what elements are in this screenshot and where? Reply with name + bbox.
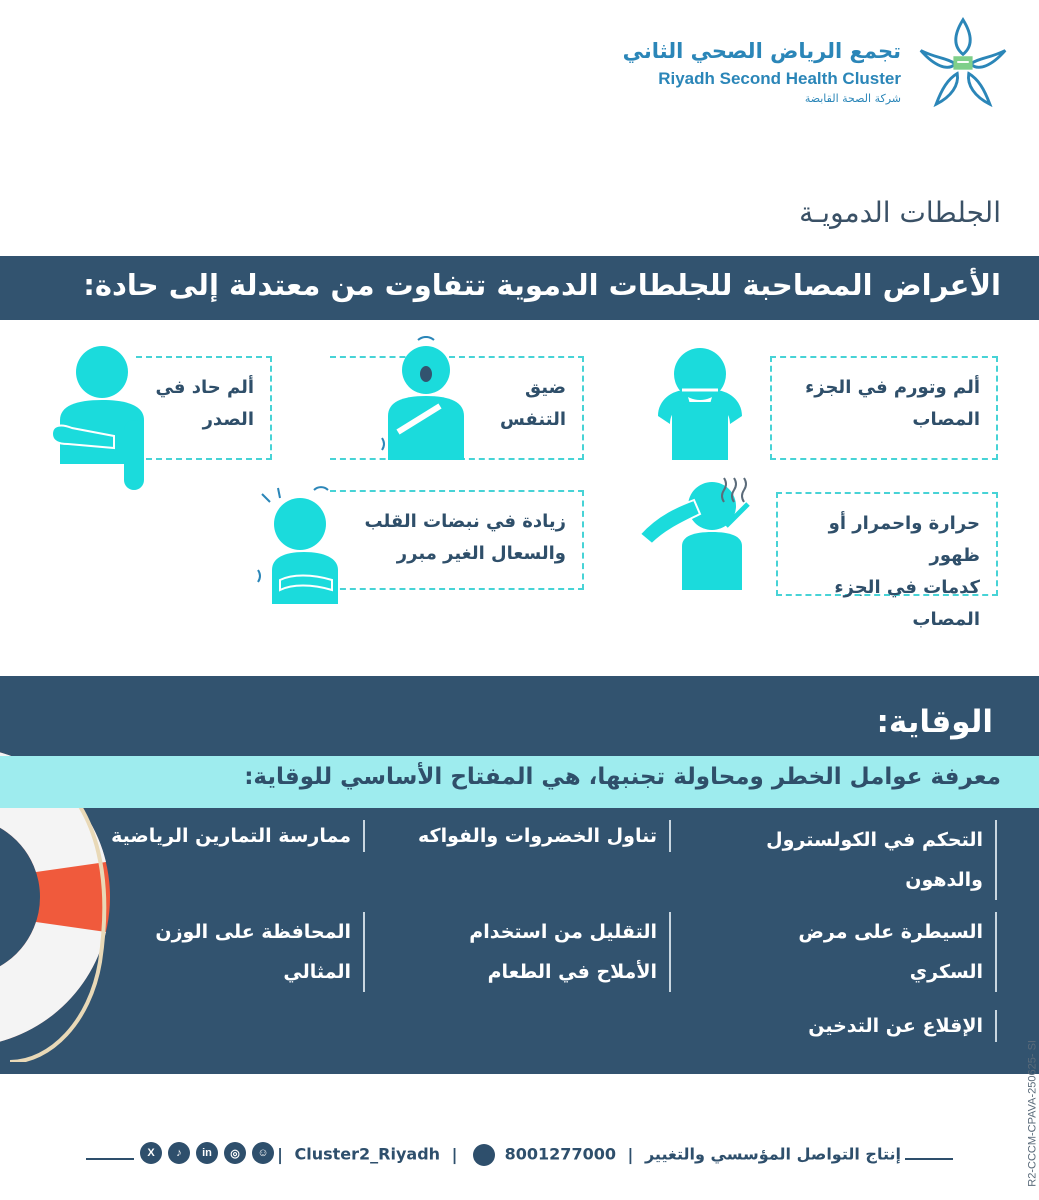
phone-icon[interactable] xyxy=(473,1144,495,1166)
footer-phone[interactable]: 8001277000 xyxy=(504,1144,616,1164)
symptom-line: ضيق xyxy=(525,377,566,398)
symptom-line: ألم حاد في xyxy=(155,377,254,398)
prevention-item-line: المثالي xyxy=(283,961,351,983)
prevention-item-line: الأملاح في الطعام xyxy=(487,961,657,983)
footer-divider xyxy=(86,1158,134,1160)
footer-separator: | xyxy=(277,1144,283,1164)
symptom-line: زيادة في نبضات القلب xyxy=(364,511,566,532)
brand-name-ar: تجمع الرياض الصحي الثاني xyxy=(622,39,901,63)
symptom-line: المصاب xyxy=(912,409,980,430)
footer xyxy=(0,1140,1039,1170)
symptom-box xyxy=(770,356,998,460)
prevention-subtitle: معرفة عوامل الخطر ومحاولة تجنبها، هي المفتاح الأساسي للوقاية: xyxy=(244,764,1001,790)
fever-icon xyxy=(638,470,758,590)
snapchat-icon[interactable]: ☺ xyxy=(252,1142,274,1164)
prevention-item-line: تناول الخضروات والفواكه xyxy=(418,825,657,847)
document-code: R2-CCCM-CPAVA-250625- SI xyxy=(1027,1040,1039,1187)
footer-credit: إنتاج التواصل المؤسسي والتغيير xyxy=(644,1144,901,1164)
prevention-item xyxy=(418,820,671,852)
throat-pain-icon xyxy=(652,346,748,460)
prevention-item-line: والدهون xyxy=(905,869,983,891)
chest-pain-icon xyxy=(48,344,152,490)
brand-block xyxy=(623,38,901,106)
shortness-of-breath-icon xyxy=(378,336,474,460)
prevention-item xyxy=(798,912,997,992)
prevention-item-line: السيطرة على مرض xyxy=(798,921,983,943)
prevention-item-line: التقليل من استخدام xyxy=(469,921,657,943)
footer-separator: | xyxy=(451,1144,458,1164)
symptom-line: الصدر xyxy=(202,409,254,430)
symptoms-heading-bar xyxy=(0,256,1039,320)
brand-name-en: Riyadh Second Health Cluster xyxy=(658,69,901,88)
prevention-item-line: ممارسة التمارين الرياضية xyxy=(111,825,351,847)
footer-text xyxy=(271,1144,901,1166)
instagram-icon[interactable]: ◎ xyxy=(224,1142,246,1164)
symptom-line: حرارة واحمرار أو ظهور xyxy=(828,513,980,566)
prevention-item-line: الإقلاع عن التدخين xyxy=(808,1015,983,1037)
linkedin-icon[interactable]: in xyxy=(196,1142,218,1164)
prevention-item xyxy=(155,912,365,992)
symptom-line: والسعال الغير مبرر xyxy=(396,543,566,564)
symptom-box xyxy=(330,490,584,590)
brand-sub: شركة الصحة القابضة xyxy=(804,92,901,105)
symptom-box xyxy=(136,356,272,460)
social-icons xyxy=(140,1142,274,1164)
prevention-section xyxy=(0,676,1039,1074)
footer-separator: | xyxy=(627,1144,634,1164)
prevention-item xyxy=(808,1010,997,1042)
symptom-line: التنفس xyxy=(499,409,566,430)
symptom-line: كدمات في الجزء المصاب xyxy=(834,577,980,630)
coughing-icon xyxy=(252,484,356,604)
symptom-line: ألم وتورم في الجزء xyxy=(805,377,980,398)
symptoms-heading: الأعراض المصاحبة للجلطات الدموية تتفاوت من معتدلة إلى حادة: xyxy=(83,268,1001,302)
footer-handle[interactable]: Cluster2_Riyadh xyxy=(294,1144,441,1164)
cluster-logo-icon xyxy=(915,14,1011,110)
prevention-item xyxy=(111,820,365,852)
prevention-item-line: المحافظة على الوزن xyxy=(155,921,351,943)
prevention-item xyxy=(469,912,671,992)
prevention-item-line: السكري xyxy=(909,961,983,983)
x-icon[interactable]: X xyxy=(140,1142,162,1164)
footer-divider xyxy=(905,1158,953,1160)
prevention-title: الوقاية: xyxy=(876,704,993,740)
page-title: الجلطات الدمويـة xyxy=(799,196,1001,229)
tiktok-icon[interactable]: ♪ xyxy=(168,1142,190,1164)
prevention-item-line: التحكم في الكولسترول xyxy=(766,829,983,851)
prevention-item xyxy=(766,820,997,900)
symptom-box xyxy=(776,492,998,630)
prevention-subtitle-band xyxy=(0,756,1039,808)
